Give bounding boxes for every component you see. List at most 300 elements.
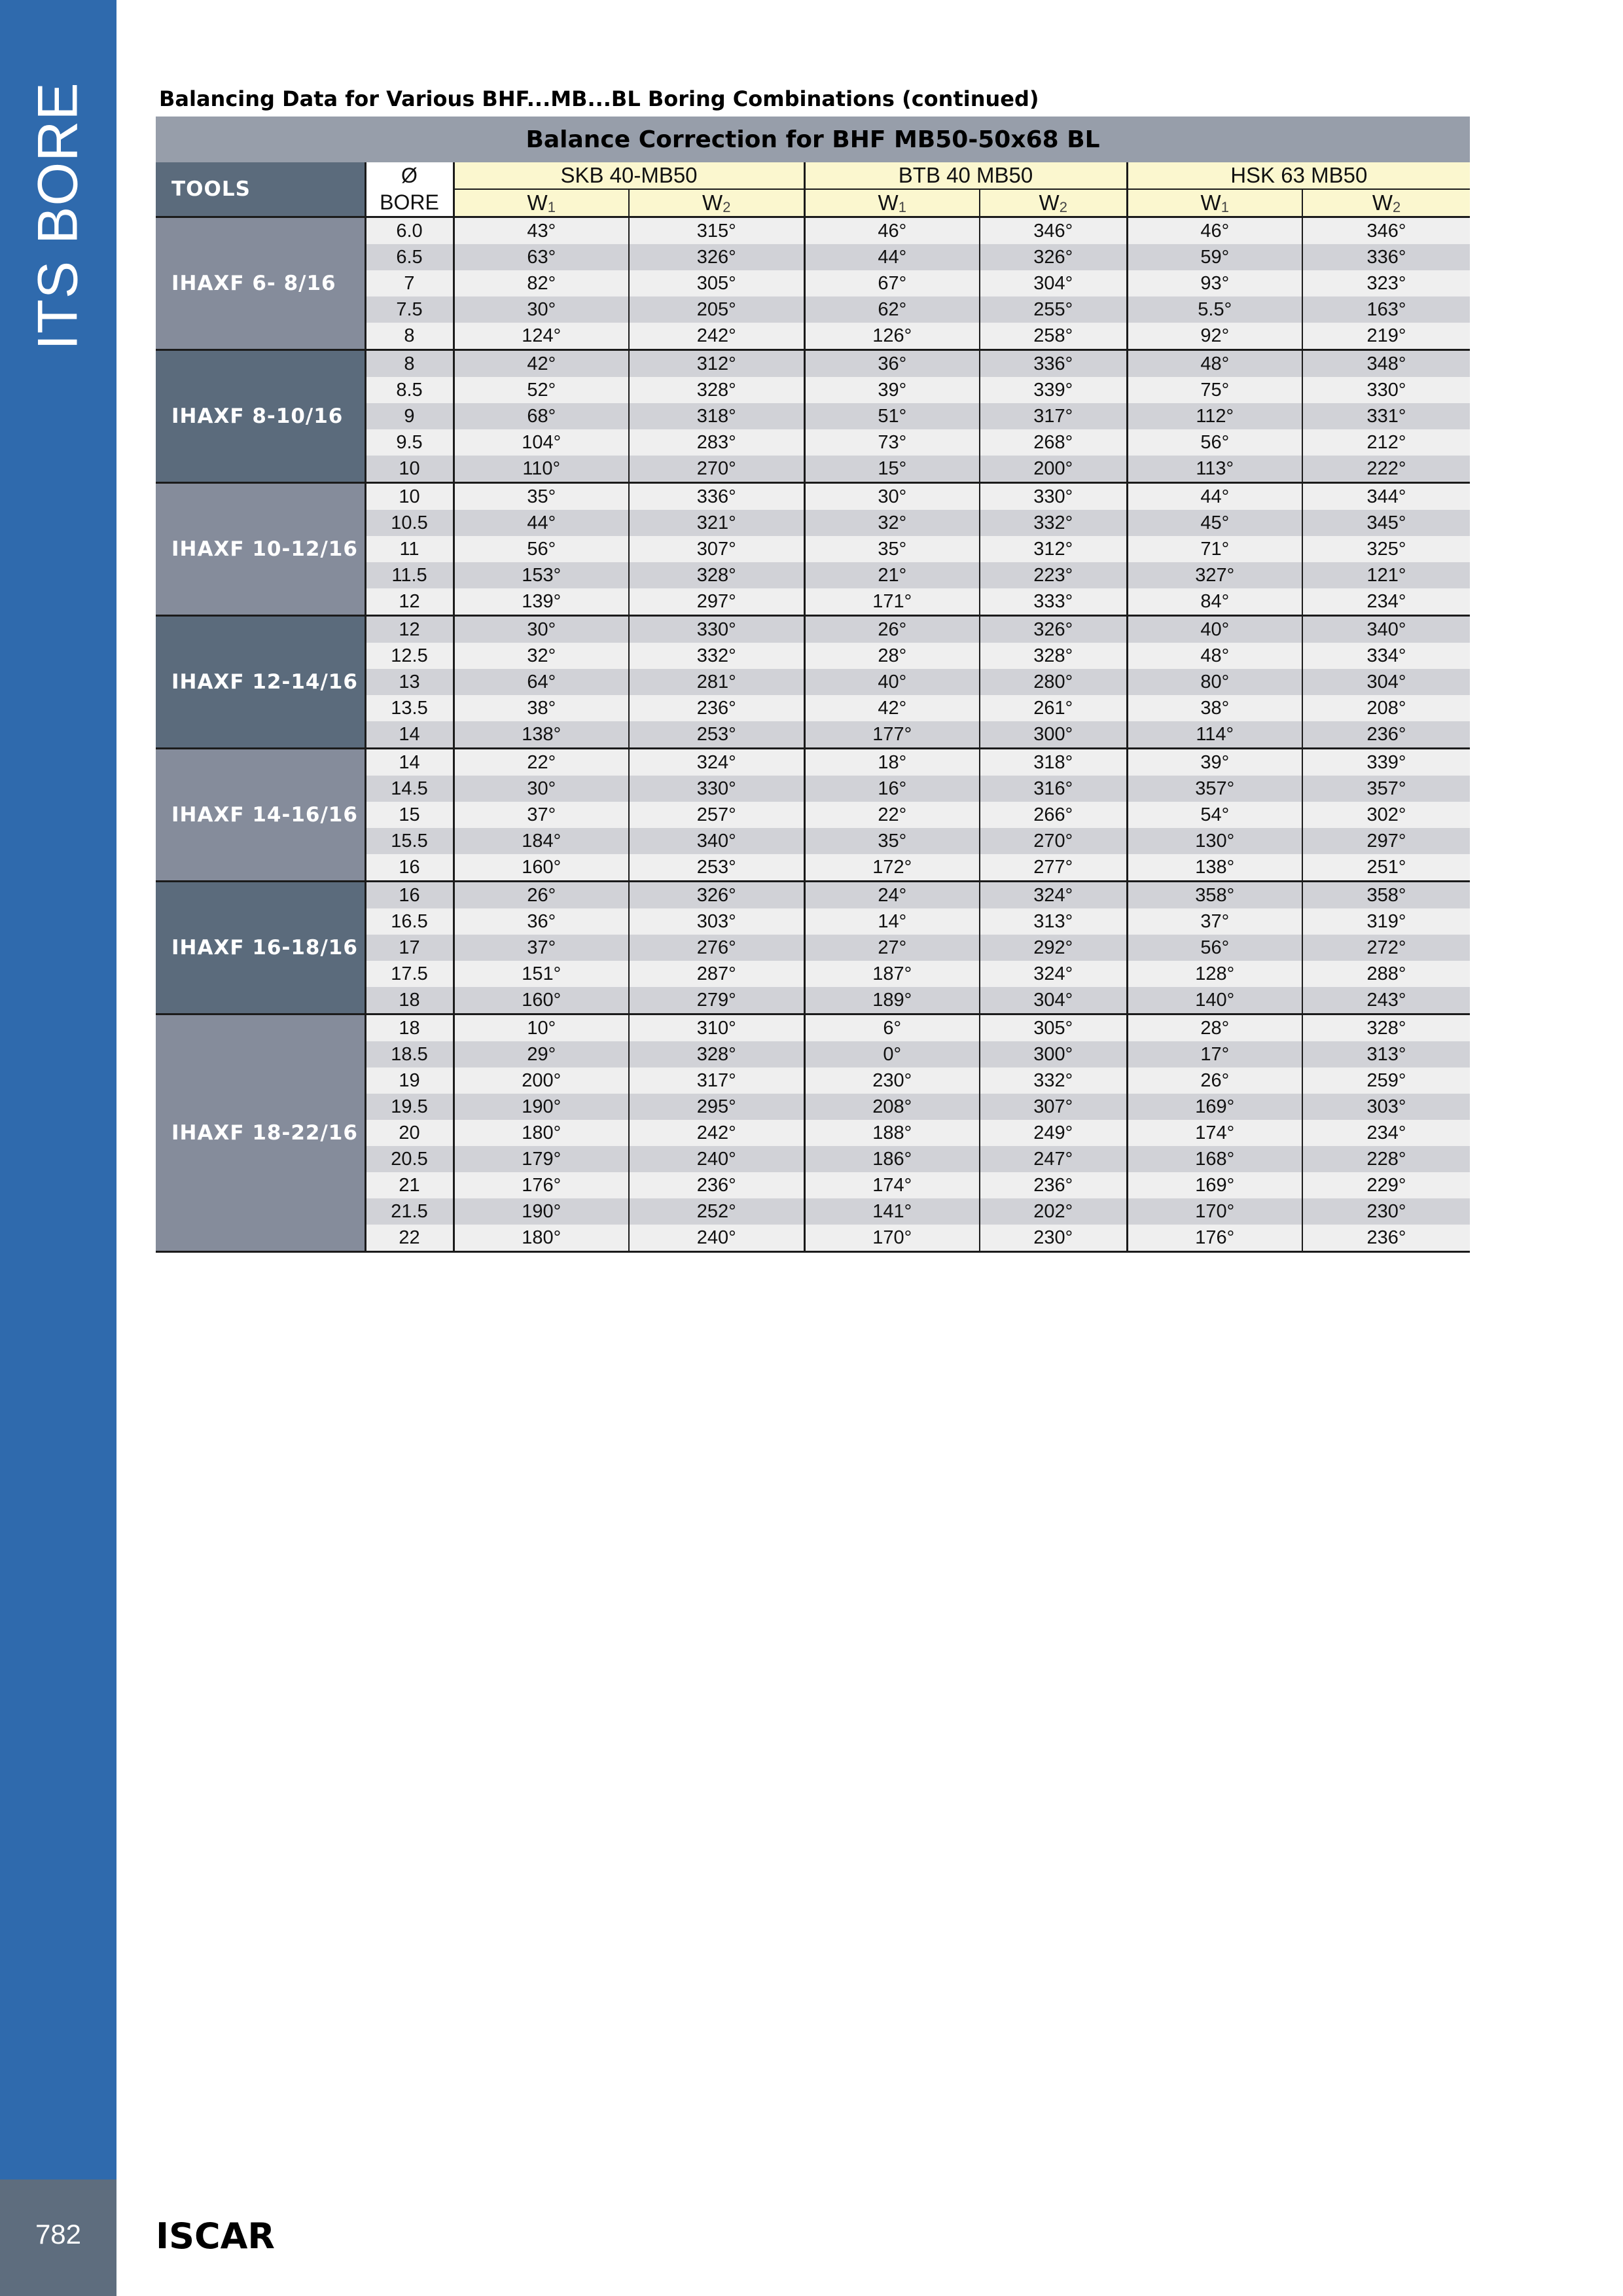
bore-cell: 14: [365, 749, 454, 776]
angle-cell: 6°: [804, 1014, 980, 1042]
angle-cell: 287°: [629, 961, 804, 987]
angle-cell: 319°: [1302, 908, 1470, 935]
angle-cell: 71°: [1127, 536, 1302, 562]
angle-cell: 172°: [804, 854, 980, 882]
angle-cell: 243°: [1302, 987, 1470, 1014]
bore-cell: 8: [365, 323, 454, 350]
section-label: ITS BORE: [26, 82, 90, 350]
bore-cell: 12.5: [365, 643, 454, 669]
angle-cell: 75°: [1127, 377, 1302, 403]
bore-cell: 9: [365, 403, 454, 429]
angle-cell: 236°: [1302, 1225, 1470, 1252]
angle-cell: 312°: [980, 536, 1127, 562]
balancing-table: [156, 117, 1470, 1253]
angle-cell: 110°: [454, 456, 629, 483]
angle-cell: 300°: [980, 721, 1127, 749]
angle-cell: 82°: [454, 270, 629, 296]
angle-cell: 336°: [629, 483, 804, 511]
angle-cell: 318°: [980, 749, 1127, 776]
angle-cell: 140°: [1127, 987, 1302, 1014]
angle-cell: 188°: [804, 1120, 980, 1146]
angle-cell: 184°: [454, 828, 629, 854]
angle-cell: 37°: [454, 802, 629, 828]
angle-cell: 121°: [1302, 562, 1470, 588]
angle-cell: 317°: [980, 403, 1127, 429]
angle-cell: 24°: [804, 882, 980, 909]
angle-cell: 52°: [454, 377, 629, 403]
angle-cell: 222°: [1302, 456, 1470, 483]
angle-cell: 22°: [454, 749, 629, 776]
table-row: [156, 616, 1470, 643]
angle-cell: 325°: [1302, 536, 1470, 562]
angle-cell: 288°: [1302, 961, 1470, 987]
angle-cell: 321°: [629, 510, 804, 536]
angle-cell: 323°: [1302, 270, 1470, 296]
angle-cell: 56°: [454, 536, 629, 562]
angle-cell: 283°: [629, 429, 804, 456]
angle-cell: 332°: [629, 643, 804, 669]
bore-cell: 7: [365, 270, 454, 296]
angle-cell: 305°: [980, 1014, 1127, 1042]
angle-cell: 346°: [1302, 217, 1470, 245]
angle-cell: 297°: [629, 588, 804, 616]
angle-cell: 303°: [629, 908, 804, 935]
w-subscript: 2: [1392, 198, 1401, 215]
angle-cell: 38°: [454, 695, 629, 721]
angle-cell: 179°: [454, 1146, 629, 1172]
bore-cell: 19: [365, 1067, 454, 1094]
bore-cell: 10: [365, 483, 454, 511]
angle-cell: 169°: [1127, 1094, 1302, 1120]
angle-cell: 160°: [454, 854, 629, 882]
angle-cell: 234°: [1302, 588, 1470, 616]
angle-cell: 339°: [1302, 749, 1470, 776]
table-row: [156, 350, 1470, 378]
bore-cell: 20: [365, 1120, 454, 1146]
angle-cell: 339°: [980, 377, 1127, 403]
angle-cell: 36°: [804, 350, 980, 378]
angle-cell: 346°: [980, 217, 1127, 245]
angle-cell: 318°: [629, 403, 804, 429]
angle-cell: 171°: [804, 588, 980, 616]
angle-cell: 35°: [454, 483, 629, 511]
angle-cell: 56°: [1127, 429, 1302, 456]
angle-cell: 307°: [980, 1094, 1127, 1120]
angle-cell: 43°: [454, 217, 629, 245]
angle-cell: 259°: [1302, 1067, 1470, 1094]
angle-cell: 249°: [980, 1120, 1127, 1146]
w2-header: [980, 189, 1127, 217]
angle-cell: 304°: [980, 270, 1127, 296]
angle-cell: 281°: [629, 669, 804, 695]
angle-cell: 15°: [804, 456, 980, 483]
angle-cell: 229°: [1302, 1172, 1470, 1198]
angle-cell: 340°: [629, 828, 804, 854]
bore-cell: 13.5: [365, 695, 454, 721]
angle-cell: 138°: [1127, 854, 1302, 882]
bore-label-header: BORE: [365, 189, 454, 217]
angle-cell: 300°: [980, 1041, 1127, 1067]
bore-cell: 8: [365, 350, 454, 378]
angle-cell: 180°: [454, 1225, 629, 1252]
angle-cell: 317°: [629, 1067, 804, 1094]
bore-cell: 12: [365, 588, 454, 616]
angle-cell: 200°: [980, 456, 1127, 483]
w-letter: W: [1039, 190, 1060, 215]
angle-cell: 40°: [1127, 616, 1302, 643]
page-number: 782: [35, 2219, 82, 2250]
angle-cell: 56°: [1127, 935, 1302, 961]
angle-cell: 303°: [1302, 1094, 1470, 1120]
angle-cell: 313°: [1302, 1041, 1470, 1067]
bore-cell: 7.5: [365, 296, 454, 323]
angle-cell: 44°: [804, 244, 980, 270]
angle-cell: 170°: [1127, 1198, 1302, 1225]
angle-cell: 30°: [454, 296, 629, 323]
angle-cell: 32°: [454, 643, 629, 669]
angle-cell: 305°: [629, 270, 804, 296]
angle-cell: 257°: [629, 802, 804, 828]
angle-cell: 160°: [454, 987, 629, 1014]
tool-name: IHAXF 14-16/16: [156, 749, 365, 882]
angle-cell: 345°: [1302, 510, 1470, 536]
angle-cell: 332°: [980, 1067, 1127, 1094]
tool-name: IHAXF 18-22/16: [156, 1014, 365, 1252]
bore-cell: 16: [365, 882, 454, 909]
angle-cell: 139°: [454, 588, 629, 616]
angle-cell: 42°: [454, 350, 629, 378]
angle-cell: 113°: [1127, 456, 1302, 483]
angle-cell: 316°: [980, 776, 1127, 802]
angle-cell: 208°: [1302, 695, 1470, 721]
bore-cell: 8.5: [365, 377, 454, 403]
angle-cell: 93°: [1127, 270, 1302, 296]
angle-cell: 28°: [1127, 1014, 1302, 1042]
bore-cell: 11: [365, 536, 454, 562]
angle-cell: 21°: [804, 562, 980, 588]
w1-header: [1127, 189, 1302, 217]
angle-cell: 37°: [1127, 908, 1302, 935]
bore-cell: 9.5: [365, 429, 454, 456]
table-row: [156, 1014, 1470, 1042]
angle-cell: 304°: [980, 987, 1127, 1014]
angle-cell: 252°: [629, 1198, 804, 1225]
w2-header: [1302, 189, 1470, 217]
angle-cell: 212°: [1302, 429, 1470, 456]
angle-cell: 176°: [454, 1172, 629, 1198]
angle-cell: 104°: [454, 429, 629, 456]
angle-cell: 124°: [454, 323, 629, 350]
angle-cell: 39°: [1127, 749, 1302, 776]
table-row: [156, 882, 1470, 909]
table-banner: Balance Correction for BHF MB50-50x68 BL: [156, 117, 1470, 162]
bore-cell: 6.0: [365, 217, 454, 245]
angle-cell: 255°: [980, 296, 1127, 323]
angle-cell: 242°: [629, 1120, 804, 1146]
angle-cell: 46°: [804, 217, 980, 245]
angle-cell: 276°: [629, 935, 804, 961]
angle-cell: 84°: [1127, 588, 1302, 616]
angle-cell: 28°: [804, 643, 980, 669]
angle-cell: 236°: [980, 1172, 1127, 1198]
angle-cell: 39°: [804, 377, 980, 403]
bore-cell: 18.5: [365, 1041, 454, 1067]
angle-cell: 186°: [804, 1146, 980, 1172]
angle-cell: 310°: [629, 1014, 804, 1042]
angle-cell: 170°: [804, 1225, 980, 1252]
angle-cell: 247°: [980, 1146, 1127, 1172]
w-subscript: 1: [898, 198, 906, 215]
w-letter: W: [1372, 190, 1393, 215]
tools-header: TOOLS: [156, 162, 365, 217]
w-subscript: 1: [547, 198, 556, 215]
table-row: [156, 217, 1470, 245]
angle-cell: 10°: [454, 1014, 629, 1042]
angle-cell: 73°: [804, 429, 980, 456]
tool-name: IHAXF 8-10/16: [156, 350, 365, 483]
angle-cell: 27°: [804, 935, 980, 961]
angle-cell: 26°: [454, 882, 629, 909]
w2-header: [629, 189, 804, 217]
angle-cell: 17°: [1127, 1041, 1302, 1067]
angle-cell: 357°: [1127, 776, 1302, 802]
angle-cell: 307°: [629, 536, 804, 562]
angle-cell: 138°: [454, 721, 629, 749]
angle-cell: 330°: [980, 483, 1127, 511]
angle-cell: 38°: [1127, 695, 1302, 721]
angle-cell: 5.5°: [1127, 296, 1302, 323]
angle-cell: 304°: [1302, 669, 1470, 695]
bore-cell: 14.5: [365, 776, 454, 802]
tool-name: IHAXF 10-12/16: [156, 483, 365, 616]
angle-cell: 44°: [1127, 483, 1302, 511]
angle-cell: 174°: [1127, 1120, 1302, 1146]
angle-cell: 30°: [804, 483, 980, 511]
angle-cell: 189°: [804, 987, 980, 1014]
angle-cell: 333°: [980, 588, 1127, 616]
angle-cell: 51°: [804, 403, 980, 429]
angle-cell: 36°: [454, 908, 629, 935]
angle-cell: 37°: [454, 935, 629, 961]
angle-cell: 236°: [1302, 721, 1470, 749]
angle-cell: 18°: [804, 749, 980, 776]
angle-cell: 313°: [980, 908, 1127, 935]
angle-cell: 128°: [1127, 961, 1302, 987]
angle-cell: 26°: [1127, 1067, 1302, 1094]
angle-cell: 169°: [1127, 1172, 1302, 1198]
angle-cell: 331°: [1302, 403, 1470, 429]
angle-cell: 44°: [454, 510, 629, 536]
angle-cell: 358°: [1302, 882, 1470, 909]
angle-cell: 230°: [1302, 1198, 1470, 1225]
w1-header: [454, 189, 629, 217]
bore-cell: 15.5: [365, 828, 454, 854]
bore-cell: 21.5: [365, 1198, 454, 1225]
angle-cell: 358°: [1127, 882, 1302, 909]
angle-cell: 62°: [804, 296, 980, 323]
bore-cell: 10.5: [365, 510, 454, 536]
w-letter: W: [1200, 190, 1221, 215]
bore-cell: 16: [365, 854, 454, 882]
angle-cell: 328°: [629, 1041, 804, 1067]
w-letter: W: [527, 190, 548, 215]
angle-cell: 29°: [454, 1041, 629, 1067]
angle-cell: 92°: [1127, 323, 1302, 350]
w-letter: W: [878, 190, 899, 215]
angle-cell: 336°: [980, 350, 1127, 378]
angle-cell: 22°: [804, 802, 980, 828]
w1-header: [804, 189, 980, 217]
table-row: [156, 749, 1470, 776]
angle-cell: 242°: [629, 323, 804, 350]
angle-cell: 48°: [1127, 350, 1302, 378]
tool-name: IHAXF 16-18/16: [156, 882, 365, 1014]
angle-cell: 270°: [980, 828, 1127, 854]
angle-cell: 328°: [629, 377, 804, 403]
angle-cell: 326°: [629, 244, 804, 270]
angle-cell: 348°: [1302, 350, 1470, 378]
angle-cell: 14°: [804, 908, 980, 935]
angle-cell: 223°: [980, 562, 1127, 588]
angle-cell: 168°: [1127, 1146, 1302, 1172]
w-subscript: 1: [1221, 198, 1229, 215]
angle-cell: 200°: [454, 1067, 629, 1094]
angle-cell: 324°: [980, 961, 1127, 987]
angle-cell: 240°: [629, 1225, 804, 1252]
angle-cell: 330°: [1302, 377, 1470, 403]
angle-cell: 16°: [804, 776, 980, 802]
angle-cell: 112°: [1127, 403, 1302, 429]
angle-cell: 328°: [629, 562, 804, 588]
angle-cell: 63°: [454, 244, 629, 270]
bore-cell: 18: [365, 1014, 454, 1042]
angle-cell: 236°: [629, 695, 804, 721]
angle-cell: 297°: [1302, 828, 1470, 854]
angle-cell: 68°: [454, 403, 629, 429]
holder-header: SKB 40-MB50: [454, 162, 804, 189]
bore-cell: 21: [365, 1172, 454, 1198]
bore-cell: 17: [365, 935, 454, 961]
w-subscript: 2: [1059, 198, 1067, 215]
angle-cell: 268°: [980, 429, 1127, 456]
angle-cell: 176°: [1127, 1225, 1302, 1252]
bore-cell: 13: [365, 669, 454, 695]
angle-cell: 67°: [804, 270, 980, 296]
page-title: Balancing Data for Various BHF...MB...BL Boring Combinations (continued): [159, 86, 1039, 111]
angle-cell: 190°: [454, 1094, 629, 1120]
bore-cell: 10: [365, 456, 454, 483]
angle-cell: 59°: [1127, 244, 1302, 270]
angle-cell: 326°: [980, 616, 1127, 643]
bore-cell: 17.5: [365, 961, 454, 987]
angle-cell: 292°: [980, 935, 1127, 961]
angle-cell: 327°: [1127, 562, 1302, 588]
angle-cell: 330°: [629, 616, 804, 643]
angle-cell: 80°: [1127, 669, 1302, 695]
bore-cell: 11.5: [365, 562, 454, 588]
angle-cell: 35°: [804, 536, 980, 562]
angle-cell: 324°: [629, 749, 804, 776]
bore-cell: 12: [365, 616, 454, 643]
angle-cell: 0°: [804, 1041, 980, 1067]
angle-cell: 141°: [804, 1198, 980, 1225]
bore-cell: 18: [365, 987, 454, 1014]
tool-name: IHAXF 12-14/16: [156, 616, 365, 749]
angle-cell: 114°: [1127, 721, 1302, 749]
angle-cell: 326°: [629, 882, 804, 909]
angle-cell: 266°: [980, 802, 1127, 828]
angle-cell: 315°: [629, 217, 804, 245]
angle-cell: 208°: [804, 1094, 980, 1120]
angle-cell: 30°: [454, 616, 629, 643]
angle-cell: 174°: [804, 1172, 980, 1198]
angle-cell: 332°: [980, 510, 1127, 536]
angle-cell: 253°: [629, 721, 804, 749]
angle-cell: 48°: [1127, 643, 1302, 669]
angle-cell: 190°: [454, 1198, 629, 1225]
bore-cell: 19.5: [365, 1094, 454, 1120]
angle-cell: 163°: [1302, 296, 1470, 323]
angle-cell: 330°: [629, 776, 804, 802]
angle-cell: 253°: [629, 854, 804, 882]
bore-cell: 15: [365, 802, 454, 828]
angle-cell: 326°: [980, 244, 1127, 270]
angle-cell: 236°: [629, 1172, 804, 1198]
w-letter: W: [702, 190, 723, 215]
angle-cell: 151°: [454, 961, 629, 987]
angle-cell: 40°: [804, 669, 980, 695]
angle-cell: 26°: [804, 616, 980, 643]
angle-cell: 277°: [980, 854, 1127, 882]
angle-cell: 32°: [804, 510, 980, 536]
angle-cell: 205°: [629, 296, 804, 323]
angle-cell: 344°: [1302, 483, 1470, 511]
angle-cell: 357°: [1302, 776, 1470, 802]
angle-cell: 295°: [629, 1094, 804, 1120]
w-subscript: 2: [722, 198, 731, 215]
angle-cell: 30°: [454, 776, 629, 802]
angle-cell: 228°: [1302, 1146, 1470, 1172]
holder-header: HSK 63 MB50: [1127, 162, 1470, 189]
angle-cell: 187°: [804, 961, 980, 987]
angle-cell: 258°: [980, 323, 1127, 350]
angle-cell: 64°: [454, 669, 629, 695]
bore-symbol-header: Ø: [365, 162, 454, 189]
angle-cell: 272°: [1302, 935, 1470, 961]
angle-cell: 230°: [980, 1225, 1127, 1252]
angle-cell: 35°: [804, 828, 980, 854]
holder-header: BTB 40 MB50: [804, 162, 1127, 189]
angle-cell: 230°: [804, 1067, 980, 1094]
angle-cell: 240°: [629, 1146, 804, 1172]
angle-cell: 279°: [629, 987, 804, 1014]
tool-name: IHAXF 6- 8/16: [156, 217, 365, 350]
angle-cell: 261°: [980, 695, 1127, 721]
angle-cell: 324°: [980, 882, 1127, 909]
angle-cell: 177°: [804, 721, 980, 749]
angle-cell: 312°: [629, 350, 804, 378]
angle-cell: 270°: [629, 456, 804, 483]
angle-cell: 130°: [1127, 828, 1302, 854]
bore-cell: 6.5: [365, 244, 454, 270]
angle-cell: 42°: [804, 695, 980, 721]
bore-cell: 20.5: [365, 1146, 454, 1172]
angle-cell: 328°: [980, 643, 1127, 669]
angle-cell: 202°: [980, 1198, 1127, 1225]
bore-cell: 16.5: [365, 908, 454, 935]
angle-cell: 153°: [454, 562, 629, 588]
angle-cell: 336°: [1302, 244, 1470, 270]
